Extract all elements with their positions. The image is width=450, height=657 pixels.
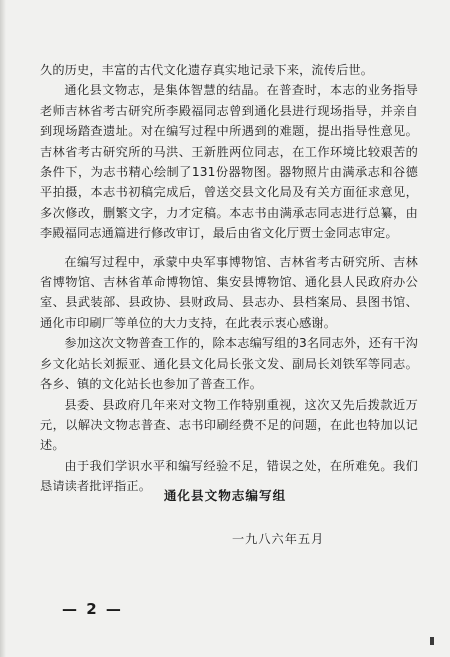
paragraph-acknowledgement-experts: 通化县文物志，是集体智慧的结晶。在普查时，本志的业务指导老师吉林省考古研究所李殿福同志曾到通化县进行现场指导，并亲自到现场踏查遗址。对在编写过程中所遇到的难题，提出指导性意见。吉林省考古研究所的马洪、王新胜两位同志，在工作环境比较艰苦的条件下，为志书精心绘制了131份器物图。器物照片由满承志和谷德平拍摄，本志书初稿完成后，曾送交县文化局及有关方面征求意见，多次修改，删繁文字，力才定稿。本志书由满承志同志进行总纂，由李殿福同志通篇进行修改审订，最后由省文化厅贾士金同志审定。 xyxy=(40,83,418,241)
paragraph-government-funding: 县委、县政府几年来对文物工作特别重视，这次又先后拨款近万元，以解决文物志普查、志书印刷经费不足的问题，在此也特加以记述。 xyxy=(40,397,418,453)
signature-date: 一九八六年五月 xyxy=(232,532,325,546)
page-number: — 2 — xyxy=(62,600,123,618)
paragraph-acknowledgement-institutions: 在编写过程中，承蒙中央军事博物馆、吉林省考古研究所、吉林省博物馆、吉林省革命博物馆、集安县博物馆、通化县人民政府办公室、县武装部、县政协、县财政局、县志办、县档案局、县图书馆、通化市印刷厂等单位的大力支持，在此表示衷心感谢。 xyxy=(40,254,418,330)
scan-corner-mark xyxy=(430,637,434,645)
organization-signature: 通化县文物志编写组 xyxy=(163,488,287,503)
paragraph-survey-participants: 参加这次文物普查工作的，除本志编写组的3名同志外，还有干沟乡文化站长刘振亚、通化县文化局长张文发、副局长刘铁军等同志。各乡、镇的文化站长也参加了普查工作。 xyxy=(40,336,418,392)
paragraph-closing: 由于我们学识水平和编写经验不足，错误之处，在所难免。我们恳请读者批评指正。 xyxy=(40,458,418,494)
paragraph-continuation: 久的历史，丰富的古代文化遗存真实地记录下来，流传后世。 xyxy=(40,63,374,77)
binding-edge xyxy=(0,0,6,657)
body-text xyxy=(40,60,418,497)
